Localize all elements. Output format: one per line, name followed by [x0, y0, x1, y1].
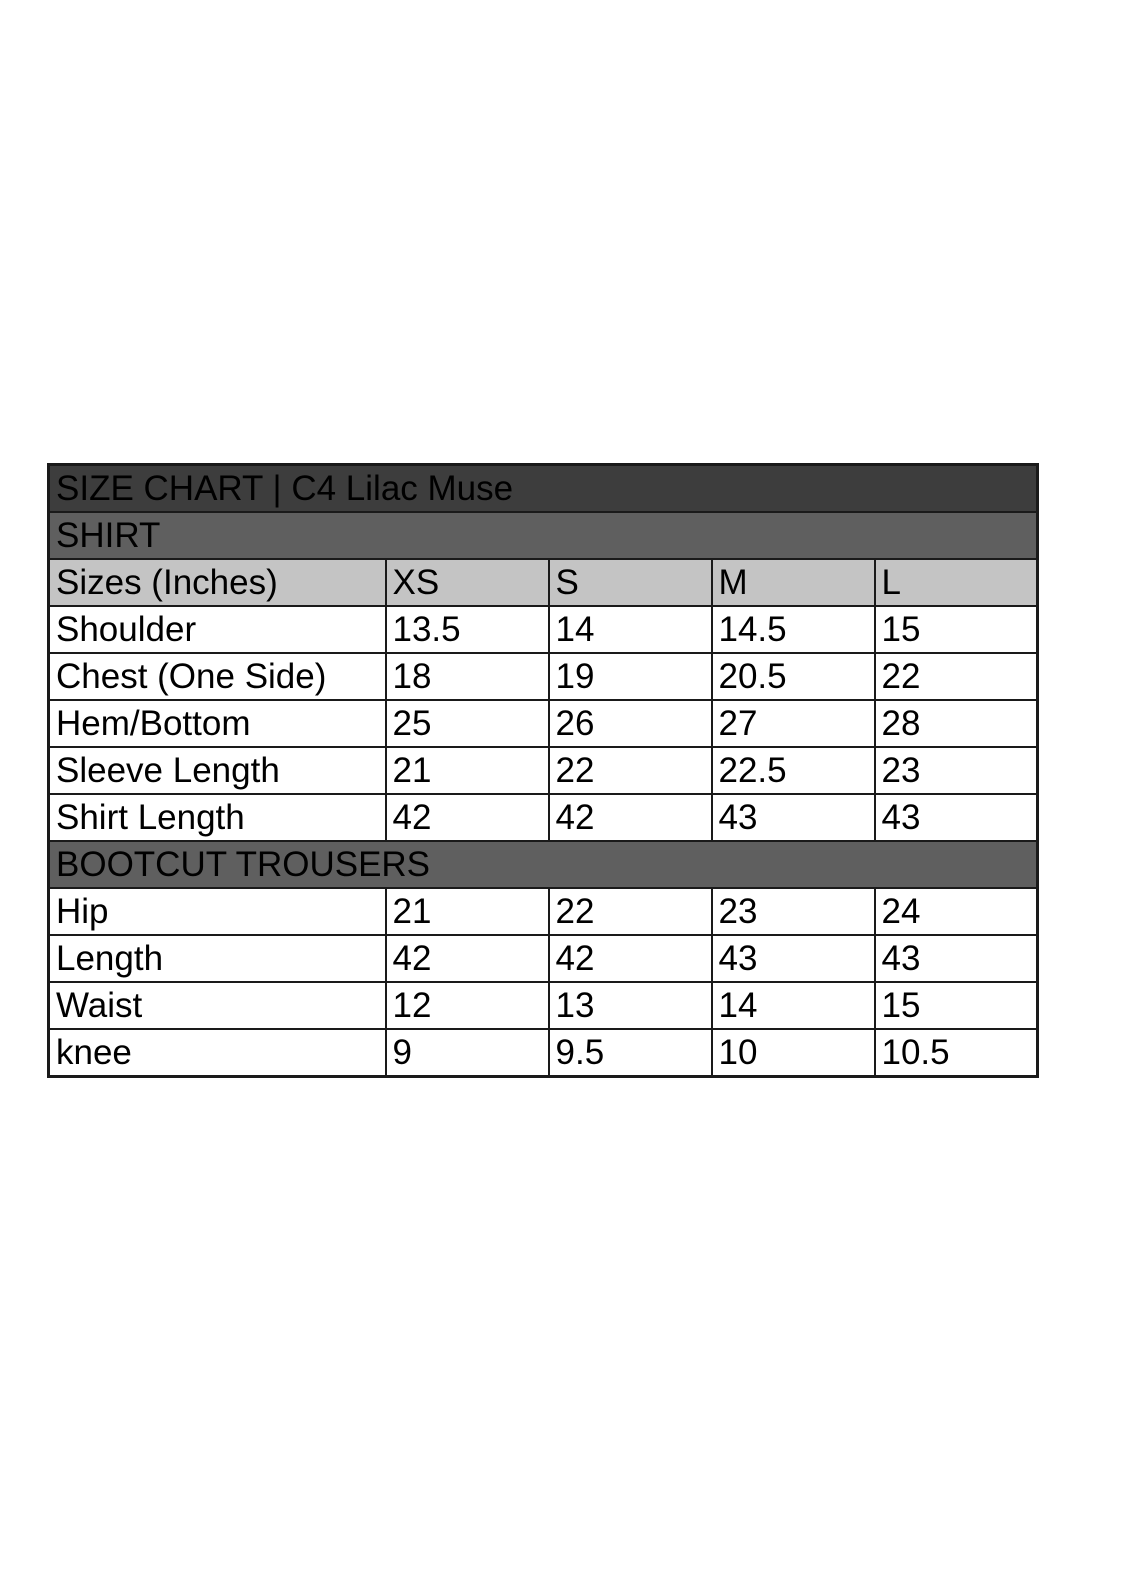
cell-value: 22 [549, 888, 712, 935]
table-row [49, 606, 1038, 653]
row-label: Length [49, 935, 386, 982]
cell-value: 18 [386, 653, 549, 700]
row-label: Sleeve Length [49, 747, 386, 794]
cell-value: 24 [875, 888, 1038, 935]
cell-value: 14 [712, 982, 875, 1029]
cell-value: 43 [712, 794, 875, 841]
cell-value: 10.5 [875, 1029, 1038, 1077]
cell-value: 9 [386, 1029, 549, 1077]
row-label: Hip [49, 888, 386, 935]
section-row-trousers [49, 841, 1038, 888]
cell-value: 27 [712, 700, 875, 747]
cell-value: 13 [549, 982, 712, 1029]
row-label: Hem/Bottom [49, 700, 386, 747]
header-size-l: L [875, 559, 1038, 606]
header-row [49, 559, 1038, 606]
table-row [49, 982, 1038, 1029]
title-row [49, 465, 1038, 513]
table-row [49, 794, 1038, 841]
cell-value: 10 [712, 1029, 875, 1077]
cell-value: 42 [549, 935, 712, 982]
cell-value: 42 [386, 935, 549, 982]
row-label: knee [49, 1029, 386, 1077]
cell-value: 43 [875, 794, 1038, 841]
cell-value: 43 [875, 935, 1038, 982]
cell-value: 23 [712, 888, 875, 935]
header-size-m: M [712, 559, 875, 606]
cell-value: 20.5 [712, 653, 875, 700]
row-label: Shoulder [49, 606, 386, 653]
cell-value: 26 [549, 700, 712, 747]
cell-value: 15 [875, 982, 1038, 1029]
table-row [49, 653, 1038, 700]
cell-value: 42 [386, 794, 549, 841]
table-row [49, 935, 1038, 982]
row-label: Shirt Length [49, 794, 386, 841]
header-size-s: S [549, 559, 712, 606]
cell-value: 15 [875, 606, 1038, 653]
cell-value: 23 [875, 747, 1038, 794]
section-title-trousers: BOOTCUT TROUSERS [49, 841, 1038, 888]
header-label: Sizes (Inches) [49, 559, 386, 606]
cell-value: 19 [549, 653, 712, 700]
cell-value: 21 [386, 888, 549, 935]
cell-value: 25 [386, 700, 549, 747]
size-chart-table [47, 463, 1039, 1078]
table-row [49, 747, 1038, 794]
table-row [49, 888, 1038, 935]
table-row [49, 1029, 1038, 1077]
cell-value: 12 [386, 982, 549, 1029]
row-label: Waist [49, 982, 386, 1029]
section-row-shirt [49, 512, 1038, 559]
cell-value: 43 [712, 935, 875, 982]
cell-value: 14.5 [712, 606, 875, 653]
cell-value: 22.5 [712, 747, 875, 794]
header-size-xs: XS [386, 559, 549, 606]
section-title-shirt: SHIRT [49, 512, 1038, 559]
cell-value: 14 [549, 606, 712, 653]
cell-value: 42 [549, 794, 712, 841]
cell-value: 22 [549, 747, 712, 794]
cell-value: 22 [875, 653, 1038, 700]
table-row [49, 700, 1038, 747]
cell-value: 9.5 [549, 1029, 712, 1077]
cell-value: 28 [875, 700, 1038, 747]
chart-title: SIZE CHART | C4 Lilac Muse [49, 465, 1038, 513]
row-label: Chest (One Side) [49, 653, 386, 700]
cell-value: 21 [386, 747, 549, 794]
cell-value: 13.5 [386, 606, 549, 653]
